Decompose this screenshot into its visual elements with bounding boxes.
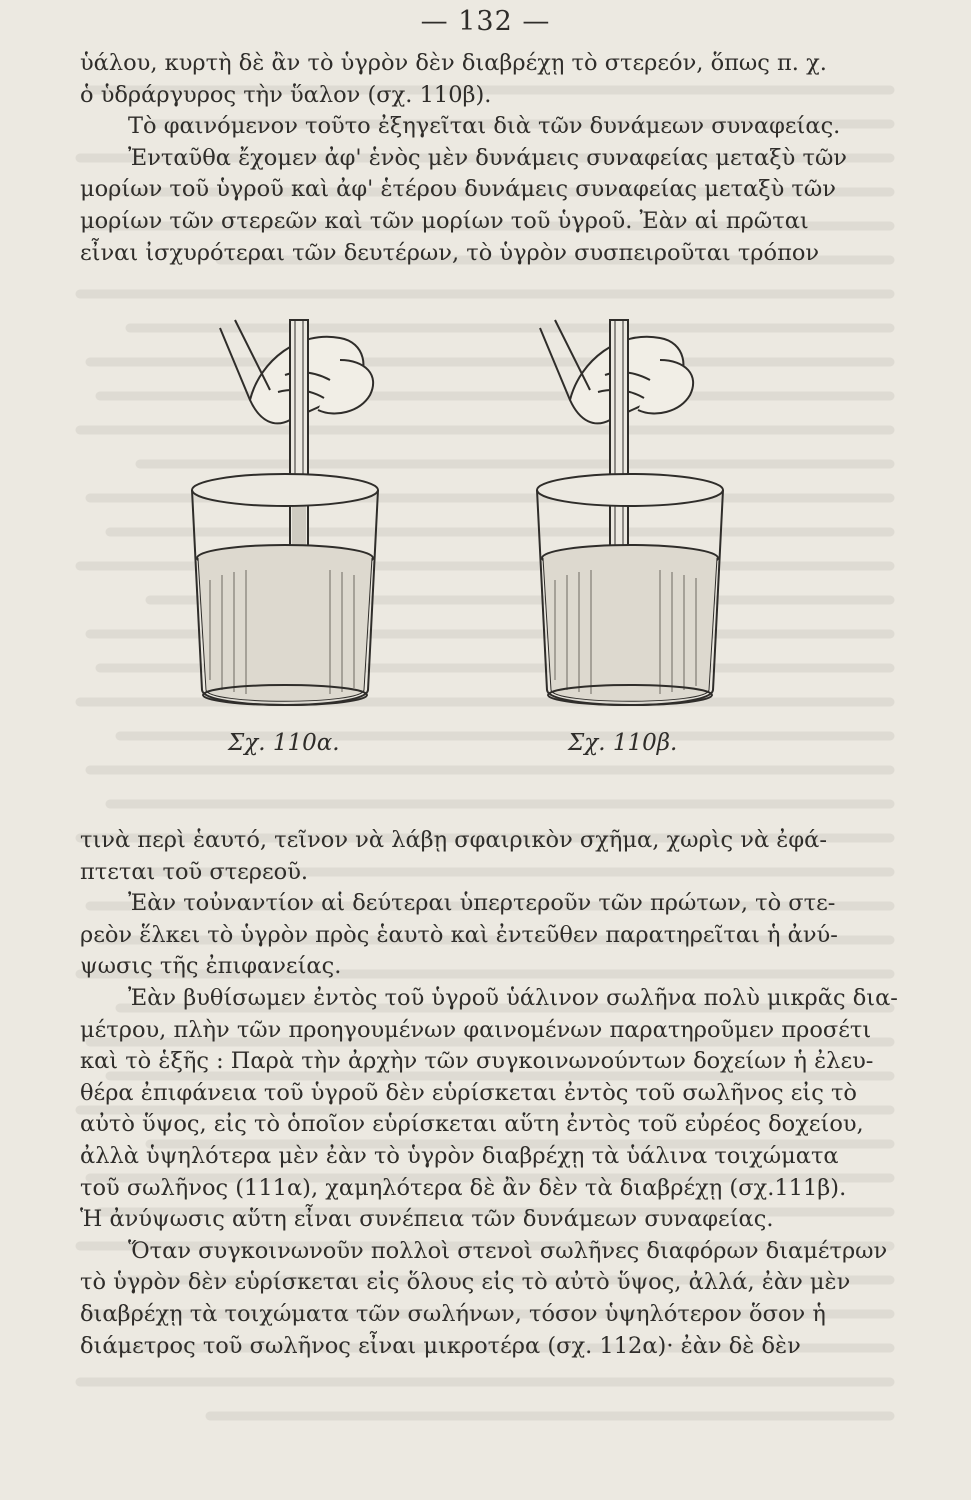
text-line: τινὰ περὶ ἑαυτό, τεῖνον νὰ λάβῃ σφαιρικὸν σχῆμα, χωρὶς νὰ ἐφά- (80, 827, 827, 853)
text-line: τὸ ὑγρὸν δὲν εὑρίσκεται εἰς ὅλους εἰς τὸ αὐτὸ ὕψος, ἀλλά, ἐὰν μὲν (80, 1269, 851, 1296)
page-number: — 132 — (420, 6, 551, 37)
text-block-top (80, 48, 850, 269)
text-line: Τὸ φαινόμενον τοῦτο ἐξηγεῖται διὰ τῶν δυνάμεων συναφείας. (128, 113, 841, 140)
figures-110 (190, 300, 790, 770)
figure-110b-beaker (537, 320, 723, 705)
text-line: μορίων τῶν στερεῶν καὶ τῶν μορίων τοῦ ὑγροῦ. Ἐὰν αἱ πρῶται (80, 207, 809, 234)
text-line: Ἡ ἀνύψωσις αὕτη εἶναι συνέπεια τῶν δυνάμεων συναφείας. (80, 1206, 774, 1233)
text-line: θέρα ἐπιφάνεια τοῦ ὑγροῦ δὲν εὑρίσκεται ἐντὸς τοῦ σωλῆνος εἰς τὸ (80, 1079, 857, 1106)
figure-caption-110b: Σχ. 110β. (568, 730, 678, 756)
text-line: Ἐὰν τοὐναντίον αἱ δεύτεραι ὑπερτεροῦν τῶν πρώτων, τὸ στε- (128, 890, 836, 917)
text-line: αὐτὸ ὕψος, εἰς τὸ ὁποῖον εὑρίσκεται αὕτη ἐντὸς τοῦ εὐρέος δοχείου, (80, 1111, 864, 1138)
text-line: διάμετρος τοῦ σωλῆνος εἶναι μικροτέρα (σχ. 112α)· ἐὰν δὲ δὲν (80, 1332, 801, 1359)
text-line: μορίων τοῦ ὑγροῦ καὶ ἀφ' ἑτέρου δυνάμεις συναφείας μεταξὺ τῶν (80, 176, 836, 203)
text-line: πτεται τοῦ στερεοῦ. (80, 858, 309, 885)
text-line: ὑάλου, κυρτὴ δὲ ἂν τὸ ὑγρὸν δὲν διαβρέχῃ τὸ στερεόν, ὅπως π. χ. (80, 50, 827, 76)
text-line: Ὅταν συγκοινωνοῦν πολλοὶ στενοὶ σωλῆνες διαφόρων διαμέτρων (128, 1237, 888, 1264)
text-line: τοῦ σωλῆνος (111α), χαμηλότερα δὲ ἂν δὲν τὰ διαβρέχῃ (σχ.111β). (80, 1174, 847, 1201)
capillarity-illustration (190, 300, 790, 770)
text-line: ρεὸν ἕλκει τὸ ὑγρὸν πρὸς ἑαυτὸ καὶ ἐντεῦθεν παρατηρεῖται ἡ ἀνύ- (80, 921, 838, 948)
text-line: ὁ ὑδράργυρος τὴν ὕαλον (σχ. 110β). (80, 81, 492, 108)
text-line: εἶναι ἰσχυρότεραι τῶν δευτέρων, τὸ ὑγρὸν συσπειροῦται τρόπον (80, 239, 820, 266)
text-line: καὶ τὸ ἑξῆς : Παρὰ τὴν ἀρχὴν τῶν συγκοινωνούντων δοχείων ἡ ἐλευ- (80, 1048, 874, 1075)
text-line: ἀλλὰ ὑψηλότερα μὲν ἐὰν τὸ ὑγρὸν διαβρέχῃ τὰ ὑάλινα τοιχώματα (80, 1142, 839, 1169)
figure-110a-beaker (192, 320, 378, 705)
text-line: Ἐὰν βυθίσωμεν ἐντὸς τοῦ ὑγροῦ ὑάλινον σωλῆνα πολὺ μικρᾶς δια- (128, 984, 898, 1011)
text-line: Ἐνταῦθα ἔχομεν ἀφ' ἑνὸς μὲν δυνάμεις συναφείας μεταξὺ τῶν (128, 144, 847, 171)
figure-caption-110a: Σχ. 110α. (228, 730, 340, 756)
text-line: ψωσις τῆς ἐπιφανείας. (80, 953, 342, 980)
text-block-bottom (80, 825, 898, 1362)
text-line: μέτρου, πλὴν τῶν προηγουμένων φαινομένων παρατηροῦμεν προσέτι (80, 1016, 872, 1043)
text-line: διαβρέχῃ τὰ τοιχώματα τῶν σωλήνων, τόσον ὑψηλότερον ὅσον ἡ (80, 1300, 826, 1327)
